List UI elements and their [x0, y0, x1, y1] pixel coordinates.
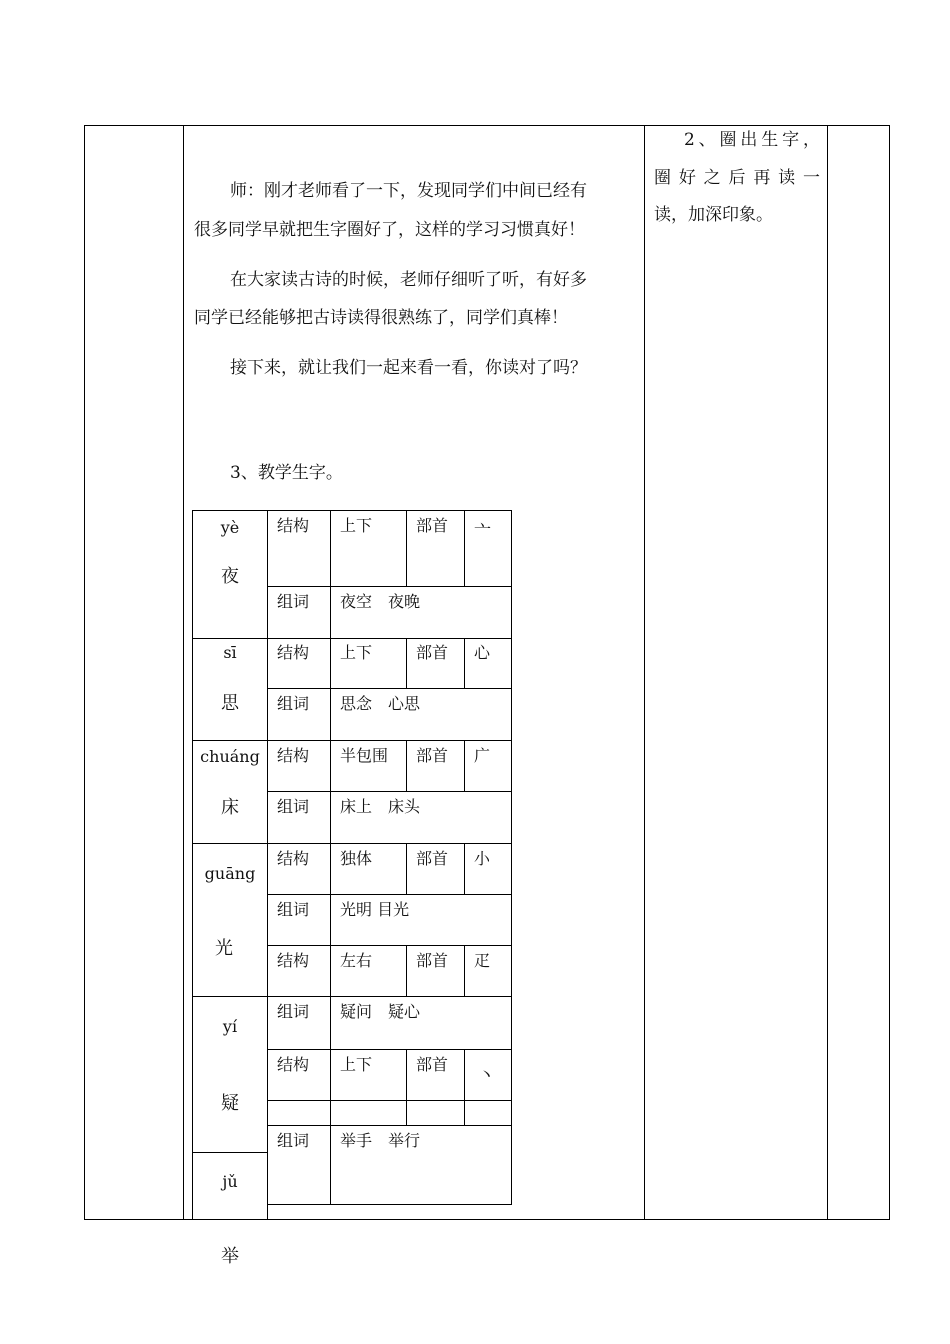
radical-value: 亠 — [474, 522, 491, 542]
label-radical: 部首 — [416, 746, 449, 765]
radical-value: 疋 — [474, 951, 491, 970]
ct-vline-f3 — [464, 740, 465, 791]
ct-vline-f1 — [464, 510, 465, 586]
structure-value: 半包围 — [340, 746, 389, 765]
ct-hline-12 — [267, 1125, 512, 1126]
ct-hline-1 — [267, 586, 512, 587]
structure-value: 上下 — [340, 516, 373, 535]
radical-value: 广 — [474, 746, 491, 765]
words-value: 疑问 疑心 — [340, 1002, 421, 1021]
paragraph-1-line-2: 很多同学早就把生字圈好了，这样的学习习惯真好！ — [194, 220, 585, 240]
ct-hline-11 — [267, 1100, 512, 1101]
paragraph-2-line-1: 在大家读古诗的时候，老师仔细听了听，有好多 — [230, 270, 587, 290]
outer-left-border — [84, 125, 85, 1220]
radical-value: 心 — [474, 643, 491, 662]
ct-vline-e2 — [406, 638, 407, 688]
ct-hline-9 — [192, 996, 512, 997]
note-line-2: 圈好之后再读一 — [654, 168, 820, 188]
label-words: 组词 — [277, 694, 310, 713]
label-words: 组词 — [277, 1002, 310, 1021]
label-words: 组词 — [277, 797, 310, 816]
ct-hline-6 — [192, 843, 512, 844]
ct-hline-5 — [267, 791, 512, 792]
label-structure: 结构 — [277, 1055, 310, 1074]
note-line-1: 2、圈出生字， — [684, 130, 820, 150]
label-structure: 结构 — [277, 746, 310, 765]
ct-vline-f2 — [464, 638, 465, 688]
ct-vline-e3 — [406, 740, 407, 791]
ct-hline-3 — [267, 688, 512, 689]
ct-vline-e6 — [406, 1049, 407, 1125]
char-pinyin-guang: guāng — [204, 864, 256, 883]
col-divider-1 — [183, 125, 184, 1220]
words-value: 思念 心思 — [340, 694, 421, 713]
ct-hline-10 — [267, 1049, 512, 1050]
label-structure: 结构 — [277, 951, 310, 970]
paragraph-1-line-1: 师：刚才老师看了一下，发现同学们中间已经有 — [230, 181, 587, 201]
ct-hline-top — [192, 510, 512, 511]
structure-value: 上下 — [340, 643, 373, 662]
label-words: 组词 — [277, 592, 310, 611]
section-heading: 3、教学生字。 — [230, 463, 343, 483]
label-radical: 部首 — [416, 849, 449, 868]
char-pinyin-yi: yí — [222, 1017, 238, 1036]
char-pinyin-ju: jǔ — [222, 1172, 238, 1191]
char-hanzi-guang: 光 — [215, 938, 233, 959]
words-value: 举手 举行 — [340, 1131, 421, 1150]
char-pinyin-chuang: chuáng — [200, 747, 260, 766]
label-structure: 结构 — [277, 643, 310, 662]
col-divider-2 — [644, 125, 645, 1220]
char-hanzi-ju: 举 — [221, 1246, 239, 1267]
structure-value: 上下 — [340, 1055, 373, 1074]
words-value: 光明 目光 — [340, 900, 410, 919]
char-hanzi-si: 思 — [221, 693, 239, 714]
label-radical: 部首 — [416, 951, 449, 970]
paragraph-3: 接下来，就让我们一起来看一看，你读对了吗？ — [230, 358, 587, 378]
ct-hline-14 — [267, 1204, 512, 1205]
ct-vline-f4 — [464, 843, 465, 894]
ct-hline-4 — [192, 740, 512, 741]
ct-vline-e1 — [406, 510, 407, 586]
outer-right-border — [889, 125, 890, 1220]
label-radical: 部首 — [416, 516, 449, 535]
char-hanzi-chuang: 床 — [221, 797, 239, 818]
note-line-3: 读，加深印象。 — [654, 205, 773, 225]
structure-value: 独体 — [340, 849, 373, 868]
label-radical: 部首 — [416, 643, 449, 662]
ct-vline-f6 — [464, 1049, 465, 1125]
radical-value: 小 — [474, 849, 491, 868]
label-radical: 部首 — [416, 1055, 449, 1074]
char-pinyin-ye: yè — [220, 518, 240, 537]
char-hanzi-ye: 夜 — [221, 566, 239, 587]
label-structure: 结构 — [277, 516, 310, 535]
ct-vline-f5 — [464, 945, 465, 996]
outer-top-border — [84, 125, 890, 126]
structure-value: 左右 — [340, 951, 373, 970]
radical-value: 丶 — [478, 1066, 495, 1086]
char-pinyin-si: sī — [223, 643, 237, 662]
outer-bottom-border — [84, 1219, 890, 1220]
ct-hline-8 — [267, 945, 512, 946]
label-words: 组词 — [277, 900, 310, 919]
ct-vline-e4 — [406, 843, 407, 894]
ct-vline-e5 — [406, 945, 407, 996]
ct-hline-7 — [267, 894, 512, 895]
col-divider-3 — [827, 125, 828, 1220]
label-words: 组词 — [277, 1131, 310, 1150]
ct-hline-2 — [192, 638, 512, 639]
words-value: 夜空 夜晚 — [340, 592, 421, 611]
char-hanzi-yi: 疑 — [221, 1093, 239, 1114]
label-structure: 结构 — [277, 849, 310, 868]
paragraph-2-line-2: 同学已经能够把古诗读得很熟练了，同学们真棒！ — [194, 308, 568, 328]
ct-hline-13 — [192, 1152, 268, 1153]
words-value: 床上 床头 — [340, 797, 421, 816]
